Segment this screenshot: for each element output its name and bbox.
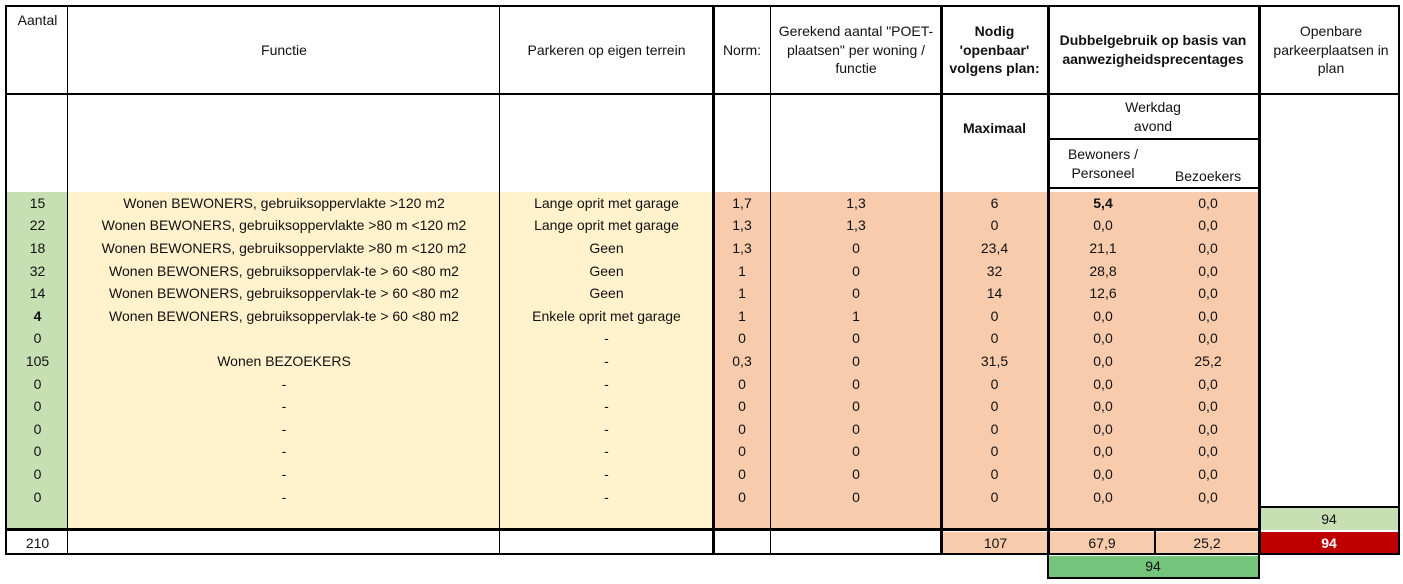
cell-bezoekers: 25,2 xyxy=(1194,353,1222,370)
openbare-subtotal: 94 xyxy=(1260,508,1398,530)
cell-parkeren: - xyxy=(604,466,609,483)
cell-norm: 0 xyxy=(738,330,746,347)
grid-line xyxy=(1047,5,1050,555)
cell-norm: 0 xyxy=(738,398,746,415)
cell-norm: 1 xyxy=(738,307,746,324)
cell-functie: Wonen BEWONERS, gebruiksoppervlakte >120 m2 xyxy=(123,194,445,211)
cell-bezoekers: 0,0 xyxy=(1198,307,1218,324)
cell-gerekend: 1 xyxy=(852,307,860,324)
cell-gerekend: 0 xyxy=(852,420,860,437)
cell-norm: 1 xyxy=(738,262,746,279)
header-dubbelgebruik xyxy=(1048,7,1258,93)
grid-line xyxy=(1048,138,1260,140)
cell-bewoners: 0,0 xyxy=(1093,488,1113,505)
cell-bezoekers: 0,0 xyxy=(1198,330,1218,347)
cell-gerekend: 0 xyxy=(852,488,860,505)
cell-norm: 0 xyxy=(738,488,746,505)
cell-aantal: 22 xyxy=(29,217,46,234)
total-bewoners: 67,9 xyxy=(1050,532,1154,554)
header-functie: Functie xyxy=(261,41,307,58)
cell-nodig: 6 xyxy=(990,194,999,211)
cell-bewoners: 0,0 xyxy=(1093,353,1113,370)
cell-norm: 0 xyxy=(738,443,746,460)
header-bewoners-line2: Personeel xyxy=(1071,165,1135,181)
cell-bewoners: 0,0 xyxy=(1093,375,1113,392)
cell-bezoekers: 0,0 xyxy=(1198,398,1218,415)
cell-aantal: 0 xyxy=(33,466,42,483)
grid-line xyxy=(5,5,1400,7)
header-dubbel-line2: aanwezigheidsprecentages xyxy=(1062,51,1244,67)
cell-norm: 0 xyxy=(738,375,746,392)
cell-parkeren: Lange oprit met garage xyxy=(534,194,679,211)
cell-aantal: 32 xyxy=(29,262,46,279)
header-gerekend: Gerekend aantal "POET-plaatsen" per woning / functie xyxy=(778,22,934,77)
cell-gerekend: 0 xyxy=(852,353,860,370)
cell-bewoners: 0,0 xyxy=(1093,330,1113,347)
cell-gerekend: 0 xyxy=(852,375,860,392)
header-nodig-line3: volgens plan: xyxy=(949,60,1040,77)
cell-nodig: 23,4 xyxy=(980,240,1009,257)
cell-bewoners: 0,0 xyxy=(1093,217,1113,234)
dubbel-total: 94 xyxy=(1048,556,1258,577)
cell-bewoners: 0,0 xyxy=(1093,398,1113,415)
cell-aantal: 0 xyxy=(33,488,42,505)
header-werkdag-line2: avond xyxy=(1133,118,1173,134)
cell-parkeren: - xyxy=(604,353,609,370)
cell-nodig: 32 xyxy=(986,262,1003,279)
grid-line xyxy=(1154,530,1156,555)
cell-functie: Wonen BEWONERS, gebruiksoppervlak-te > 60 <80 m2 xyxy=(109,262,459,279)
grid-line xyxy=(5,528,1260,531)
cell-aantal: 18 xyxy=(29,240,46,257)
grid-line xyxy=(1258,5,1261,555)
cell-norm: 0 xyxy=(738,420,746,437)
cell-aantal: 0 xyxy=(33,330,42,347)
header-maximaal: Maximaal xyxy=(962,119,1027,136)
cell-aantal: 0 xyxy=(33,375,42,392)
cell-parkeren: - xyxy=(604,443,609,460)
cell-gerekend: 0 xyxy=(852,240,860,257)
cell-gerekend: 0 xyxy=(852,330,860,347)
cell-functie: - xyxy=(281,466,287,483)
header-bezoekers: Bezoekers xyxy=(1174,168,1242,185)
cell-parkeren: - xyxy=(604,330,609,347)
cell-gerekend: 0 xyxy=(852,285,860,302)
cell-bezoekers: 0,0 xyxy=(1198,466,1218,483)
cell-nodig: 0 xyxy=(990,398,999,415)
cell-functie: - xyxy=(281,488,287,505)
grid-line xyxy=(770,5,771,555)
cell-norm: 1,7 xyxy=(732,194,752,211)
cell-norm: 1,3 xyxy=(732,240,752,257)
cell-gerekend: 0 xyxy=(852,466,860,483)
grid-line xyxy=(67,5,68,555)
cell-bezoekers: 0,0 xyxy=(1198,443,1218,460)
cell-parkeren: - xyxy=(604,398,609,415)
cell-nodig: 0 xyxy=(990,443,999,460)
cell-functie: Wonen BEZOEKERS xyxy=(217,353,351,370)
cell-bezoekers: 0,0 xyxy=(1198,285,1218,302)
cell-nodig: 0 xyxy=(990,330,999,347)
cell-nodig: 0 xyxy=(990,375,999,392)
cell-aantal: 0 xyxy=(33,398,42,415)
total-bezoekers: 25,2 xyxy=(1156,532,1258,554)
cell-parkeren: - xyxy=(604,420,609,437)
cell-parkeren: Lange oprit met garage xyxy=(534,217,679,234)
cell-nodig: 31,5 xyxy=(980,353,1009,370)
cell-functie: Wonen BEWONERS, gebruiksoppervlak-te > 60 <80 m2 xyxy=(109,285,459,302)
cell-functie: Wonen BEWONERS, gebruiksoppervlakte >80 m <120 m2 xyxy=(101,217,467,234)
header-dubbel-line1: Dubbelgebruik op basis van xyxy=(1059,32,1247,49)
header-nodig xyxy=(941,7,1048,93)
cell-aantal: 14 xyxy=(29,285,46,302)
grid-line xyxy=(1048,187,1260,189)
cell-parkeren: Geen xyxy=(589,262,624,279)
cell-functie xyxy=(68,328,500,351)
cell-bezoekers: 0,0 xyxy=(1198,488,1218,505)
cell-bezoekers: 0,0 xyxy=(1198,217,1218,234)
cell-parkeren: - xyxy=(604,375,609,392)
cell-gerekend: 1,3 xyxy=(846,194,866,211)
cell-aantal: 105 xyxy=(25,353,50,370)
cell-gerekend: 0 xyxy=(852,398,860,415)
grid-line xyxy=(940,5,943,555)
grid-line xyxy=(1047,553,1049,579)
cell-nodig: 0 xyxy=(990,307,999,324)
cell-bezoekers: 0,0 xyxy=(1198,240,1218,257)
cell-bewoners: 12,6 xyxy=(1089,285,1117,302)
grid-line xyxy=(1258,553,1260,579)
cell-functie: - xyxy=(281,443,287,460)
cell-bewoners: 28,8 xyxy=(1089,262,1117,279)
cell-gerekend: 1,3 xyxy=(846,217,866,234)
cell-norm: 0,3 xyxy=(732,353,752,370)
cell-nodig: 0 xyxy=(990,466,999,483)
cell-functie: Wonen BEWONERS, gebruiksoppervlak-te > 60 <80 m2 xyxy=(109,307,459,324)
cell-gerekend: 0 xyxy=(852,443,860,460)
grid-line xyxy=(5,553,1400,555)
total-openbare: 94 xyxy=(1260,532,1398,554)
cell-bezoekers: 0,0 xyxy=(1198,262,1218,279)
header-bewoners xyxy=(1048,139,1158,189)
cell-functie: - xyxy=(281,420,287,437)
cell-bewoners: 0,0 xyxy=(1093,443,1113,460)
cell-bewoners: 5,4 xyxy=(1093,194,1113,211)
cell-functie: - xyxy=(281,375,287,392)
cell-bezoekers: 0,0 xyxy=(1198,375,1218,392)
cell-bewoners: 0,0 xyxy=(1093,420,1113,437)
cell-functie: - xyxy=(281,398,287,415)
grid-line xyxy=(712,5,715,555)
cell-bezoekers: 0,0 xyxy=(1198,194,1218,211)
header-werkdag-line1: Werkdag xyxy=(1125,99,1181,116)
cell-bezoekers: 0,0 xyxy=(1198,420,1218,437)
header-nodig-line2: 'openbaar' xyxy=(959,41,1030,58)
cell-bewoners: 21,1 xyxy=(1089,240,1117,257)
grid-line xyxy=(1398,5,1400,555)
cell-functie: Wonen BEWONERS, gebruiksoppervlakte >80 m <120 m2 xyxy=(101,240,467,257)
grid-line xyxy=(499,5,500,555)
cell-nodig: 14 xyxy=(986,285,1003,302)
cell-bewoners: 0,0 xyxy=(1093,307,1113,324)
cell-norm: 1,3 xyxy=(732,217,752,234)
header-aantal: Aantal xyxy=(17,12,58,28)
cell-gerekend: 0 xyxy=(852,262,860,279)
cell-parkeren: Geen xyxy=(589,285,624,302)
header-nodig-line1: Nodig xyxy=(974,22,1015,39)
cell-norm: 0 xyxy=(738,466,746,483)
cell-nodig: 0 xyxy=(990,420,999,437)
grid-line xyxy=(5,5,7,555)
header-werkdag xyxy=(1048,95,1258,139)
grid-line xyxy=(1047,577,1260,579)
cell-nodig: 0 xyxy=(990,488,999,505)
header-bewoners-line1: Bewoners / xyxy=(1067,146,1139,163)
grid-line xyxy=(1258,506,1400,508)
cell-aantal: 4 xyxy=(33,307,42,324)
total-aantal: 210 xyxy=(25,534,50,551)
cell-parkeren: Geen xyxy=(589,240,624,257)
header-norm: Norm: xyxy=(722,41,762,58)
cell-parkeren: - xyxy=(604,488,609,505)
grid-line xyxy=(5,93,1400,95)
total-nodig: 107 xyxy=(943,532,1048,554)
cell-aantal: 0 xyxy=(33,420,42,437)
cell-aantal: 15 xyxy=(29,194,46,211)
cell-aantal: 0 xyxy=(33,443,42,460)
cell-norm: 1 xyxy=(738,285,746,302)
header-parkeren: Parkeren op eigen terrein xyxy=(527,41,686,58)
header-openbare: Openbare parkeerplaatsen in plan xyxy=(1273,22,1389,77)
cell-nodig: 0 xyxy=(990,217,999,234)
cell-bewoners: 0,0 xyxy=(1093,466,1113,483)
cell-parkeren: Enkele oprit met garage xyxy=(532,307,681,324)
